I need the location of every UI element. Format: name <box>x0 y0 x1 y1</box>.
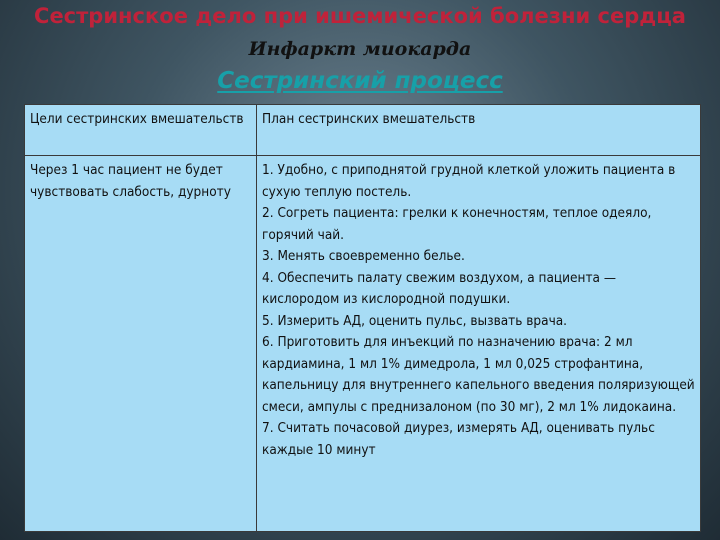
section-title: Сестринский процесс <box>217 68 503 94</box>
plan-item: 1. Удобно, с приподнятой грудной клеткой уложить пациента в сухую теплую постель. <box>262 162 676 200</box>
header-plan: План сестринских вмешательств <box>257 105 701 156</box>
table-row <box>25 156 701 532</box>
plan-item: 6. Приготовить для инъекций по назначению врача: 2 мл кардиамина, 1 мл 1% димедрола, 1 мл 0,025 строфантина, капельницу для внутреннего капельного введения поляризующей смеси, ампулы с преднизалоном (по 30 мг), 2 мл 1% лидокаина. <box>262 334 695 415</box>
table-header-row <box>25 105 701 156</box>
header-goals: Цели сестринских вмешательств <box>25 105 257 156</box>
plan-list <box>262 160 695 461</box>
slide-title: Сестринское дело при ишемической болезни сердца <box>34 4 686 28</box>
slide-subtitle: Инфаркт миокарда <box>248 38 472 60</box>
goal-cell: Через 1 час пациент не будет чувствовать слабость, дурноту <box>25 156 257 532</box>
plan-item: 7. Считать почасовой диурез, измерять АД, оценивать пульс каждые 10 минут <box>262 420 655 458</box>
plan-item: 5. Измерить АД, оценить пульс, вызвать врача. <box>262 312 568 329</box>
plan-cell <box>257 156 701 532</box>
plan-item: 2. Согреть пациента: грелки к конечностям, теплое одеяло, горячий чай. <box>262 205 652 243</box>
plan-item: 4. Обеспечить палату свежим воздухом, а пациента — кислородом из кислородной подушки. <box>262 269 616 307</box>
nursing-process-table <box>24 104 701 532</box>
plan-item: 3. Менять своевременно белье. <box>262 248 465 264</box>
